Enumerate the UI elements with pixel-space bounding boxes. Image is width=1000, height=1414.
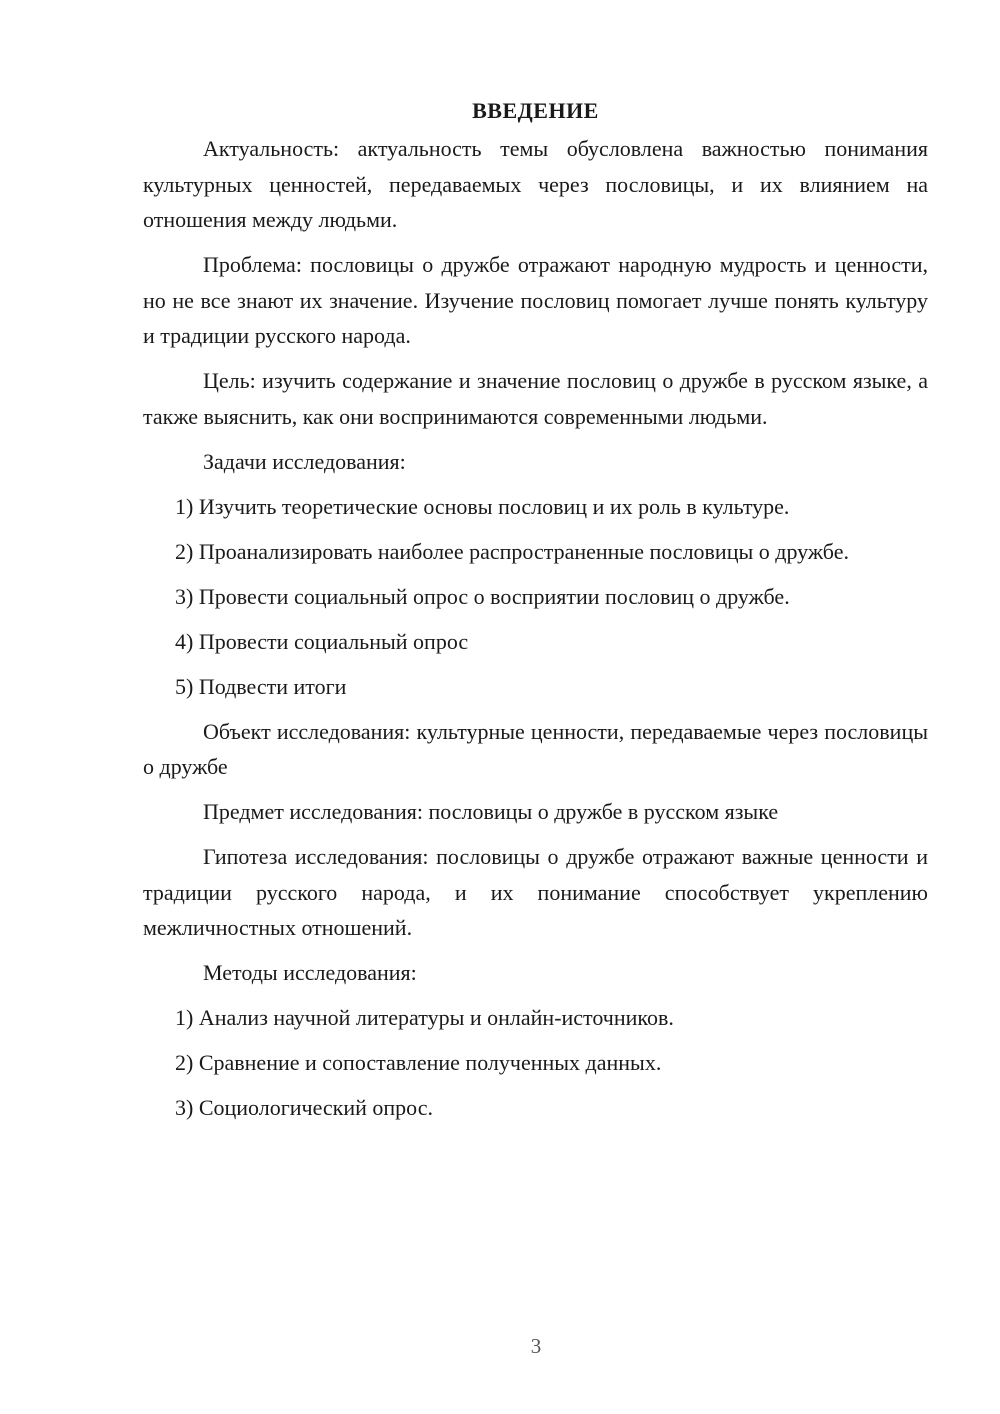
task-item: 5) Подвести итоги xyxy=(175,673,347,699)
methods-heading: Методы исследования: xyxy=(203,960,417,985)
relevance-paragraph: Актуальность: актуальность темы обусловлена важностью понимания культурных ценностей, передаваемых через пословицы, и их влиянием на отношения между людьми. xyxy=(143,136,928,232)
task-item: 3) Провести социальный опрос о восприятии пословиц о дружбе. xyxy=(175,583,790,609)
task-item: 2) Проанализировать наиболее распространенные пословицы о дружбе. xyxy=(175,538,849,564)
problem-paragraph: Проблема: пословицы о дружбе отражают народную мудрость и ценности, но не все знают их значение. Изучение пословиц помогает лучше понять культуру и традиции русского народа. xyxy=(143,252,928,348)
method-item: 2) Сравнение и сопоставление полученных данных. xyxy=(175,1050,662,1075)
section-title: ВВЕДЕНИЕ xyxy=(472,98,599,123)
subject-paragraph: Предмет исследования: пословицы о дружбе в русском языке xyxy=(203,799,779,824)
task-item: 4) Провести социальный опрос xyxy=(175,628,469,654)
method-item: 1) Анализ научной литературы и онлайн-источников. xyxy=(175,1005,674,1030)
page-number: 3 xyxy=(530,1334,542,1358)
tasks-heading: Задачи исследования: xyxy=(203,448,406,474)
goal-paragraph: Цель: изучить содержание и значение пословиц о дружбе в русском языке, а также выяснить, как они воспринимаются современными людьми. xyxy=(143,368,928,429)
method-item: 3) Социологический опрос. xyxy=(175,1095,433,1120)
hypothesis-paragraph: Гипотеза исследования: пословицы о дружбе отражают важные ценности и традиции русского народа, и их понимание способствует укреплению межличностных отношений. xyxy=(143,844,928,940)
document-page xyxy=(143,96,928,1135)
object-paragraph: Объект исследования: культурные ценности, передаваемые через пословицы о дружбе xyxy=(143,718,928,779)
task-item: 1) Изучить теоретические основы пословиц и их роль в культуре. xyxy=(175,493,790,519)
